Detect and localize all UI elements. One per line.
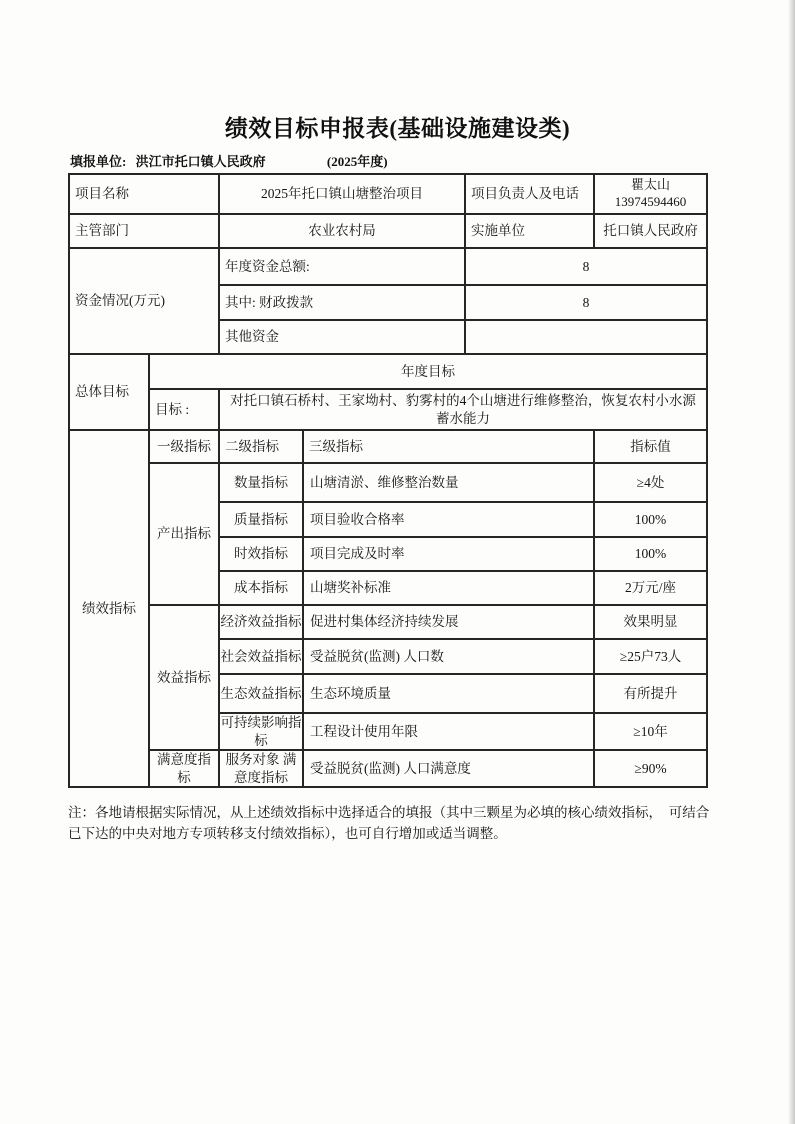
indicator-value: ≥90% (594, 750, 707, 787)
indicator-value: ≥4处 (594, 463, 707, 502)
indicator-l2: 质量指标 (219, 502, 303, 537)
indicator-l3: 工程设计使用年限 (303, 713, 594, 750)
table-row (69, 605, 707, 639)
indicator-value: 100% (594, 537, 707, 571)
goal-label: 目标 : (149, 389, 219, 430)
submit-unit-value: 洪江市托口镇人民政府 (135, 154, 266, 169)
table-row (69, 214, 707, 248)
group-benefit-label: 效益指标 (149, 605, 219, 750)
performance-target-table (68, 173, 708, 788)
header-level3: 三级指标 (303, 430, 594, 463)
indicator-l3: 促进村集体经济持续发展 (303, 605, 594, 639)
table-row (69, 430, 707, 463)
indicator-l2: 生态效益指标 (219, 674, 303, 713)
project-name-value: 2025年托口镇山塘整治项目 (219, 174, 465, 214)
table-row (69, 463, 707, 502)
scan-edge-shadow (788, 0, 795, 1124)
funding-item-total: 年度资金总额: (219, 248, 465, 285)
indicator-l3: 山塘清淤、维修整治数量 (303, 463, 594, 502)
header-level1: 一级指标 (149, 430, 219, 463)
funding-item-fiscal: 其中: 财政拨款 (219, 285, 465, 320)
indicator-l3: 生态环境质量 (303, 674, 594, 713)
indicator-value: ≥10年 (594, 713, 707, 750)
submit-unit-line (70, 151, 388, 170)
funding-value-total: 8 (465, 248, 707, 285)
form-title: 绩效目标申报表(基础设施建设类) (224, 116, 571, 141)
overall-goal-label: 总体目标 (69, 354, 149, 430)
impl-unit-label: 实施单位 (465, 214, 594, 248)
funding-value-fiscal: 8 (465, 285, 707, 320)
footnote-line1: 注：各地请根据实际情况，从上述绩效指标中选择适合的填报（其中三颗星为必填的核心绩效指标， 可结合 (68, 805, 710, 820)
indicator-l2: 成本指标 (219, 571, 303, 605)
table-row (69, 750, 707, 787)
dept-value: 农业农村局 (219, 214, 465, 248)
indicator-l2: 数量指标 (219, 463, 303, 502)
submit-unit-label: 填报单位: (70, 154, 127, 169)
indicator-l3: 山塘奖补标准 (303, 571, 594, 605)
project-name-label: 项目名称 (69, 174, 219, 214)
indicator-l2: 经济效益指标 (219, 605, 303, 639)
indicator-value: 有所提升 (594, 674, 707, 713)
header-value: 指标值 (594, 430, 707, 463)
funding-value-other (465, 320, 707, 354)
indicator-l2: 可持续影响指标 (219, 713, 303, 750)
footnote-line2: 已下达的中央对地方专项转移支付绩效指标），也可自行增加或适当调整。 (68, 825, 507, 841)
indicator-value: 2万元/座 (594, 571, 707, 605)
indicator-l2: 时效指标 (219, 537, 303, 571)
project-leader-label: 项目负责人及电话 (465, 174, 594, 214)
leader-phone: 13974594460 (614, 194, 687, 209)
indicators-label: 绩效指标 (69, 430, 149, 787)
leader-name: 瞿太山 (630, 177, 670, 193)
header-level2: 二级指标 (219, 430, 303, 463)
report-year: (2025年度) (326, 154, 388, 169)
annual-goal-header: 年度目标 (149, 354, 707, 389)
group-satisfaction-label: 满意度指标 (149, 750, 219, 787)
indicator-value: 100% (594, 502, 707, 537)
impl-unit-value: 托口镇人民政府 (594, 214, 707, 248)
footnote (68, 803, 758, 845)
table-row (69, 389, 707, 430)
table-row (69, 174, 707, 214)
indicator-l3: 受益脱贫(监测) 人口数 (303, 639, 594, 674)
project-leader-value (594, 174, 707, 214)
funding-label: 资金情况(万元) (69, 248, 219, 354)
indicator-value: 效果明显 (594, 605, 707, 639)
indicator-value: ≥25户73人 (594, 639, 707, 674)
indicator-l2: 社会效益指标 (219, 639, 303, 674)
dept-label: 主管部门 (69, 214, 219, 248)
indicator-l3: 项目验收合格率 (303, 502, 594, 537)
goal-text: 对托口镇石桥村、王家坳村、豹雾村的4个山塘进行维修整治，恢复农村小水源蓄水能力 (219, 389, 707, 430)
indicator-l3: 受益脱贫(监测) 人口满意度 (303, 750, 594, 787)
group-output-label: 产出指标 (149, 463, 219, 605)
indicator-l3: 项目完成及时率 (303, 537, 594, 571)
table-row (69, 248, 707, 285)
table-row (69, 354, 707, 389)
funding-item-other: 其他资金 (219, 320, 465, 354)
indicator-l2: 服务对象 满意度指标 (219, 750, 303, 787)
